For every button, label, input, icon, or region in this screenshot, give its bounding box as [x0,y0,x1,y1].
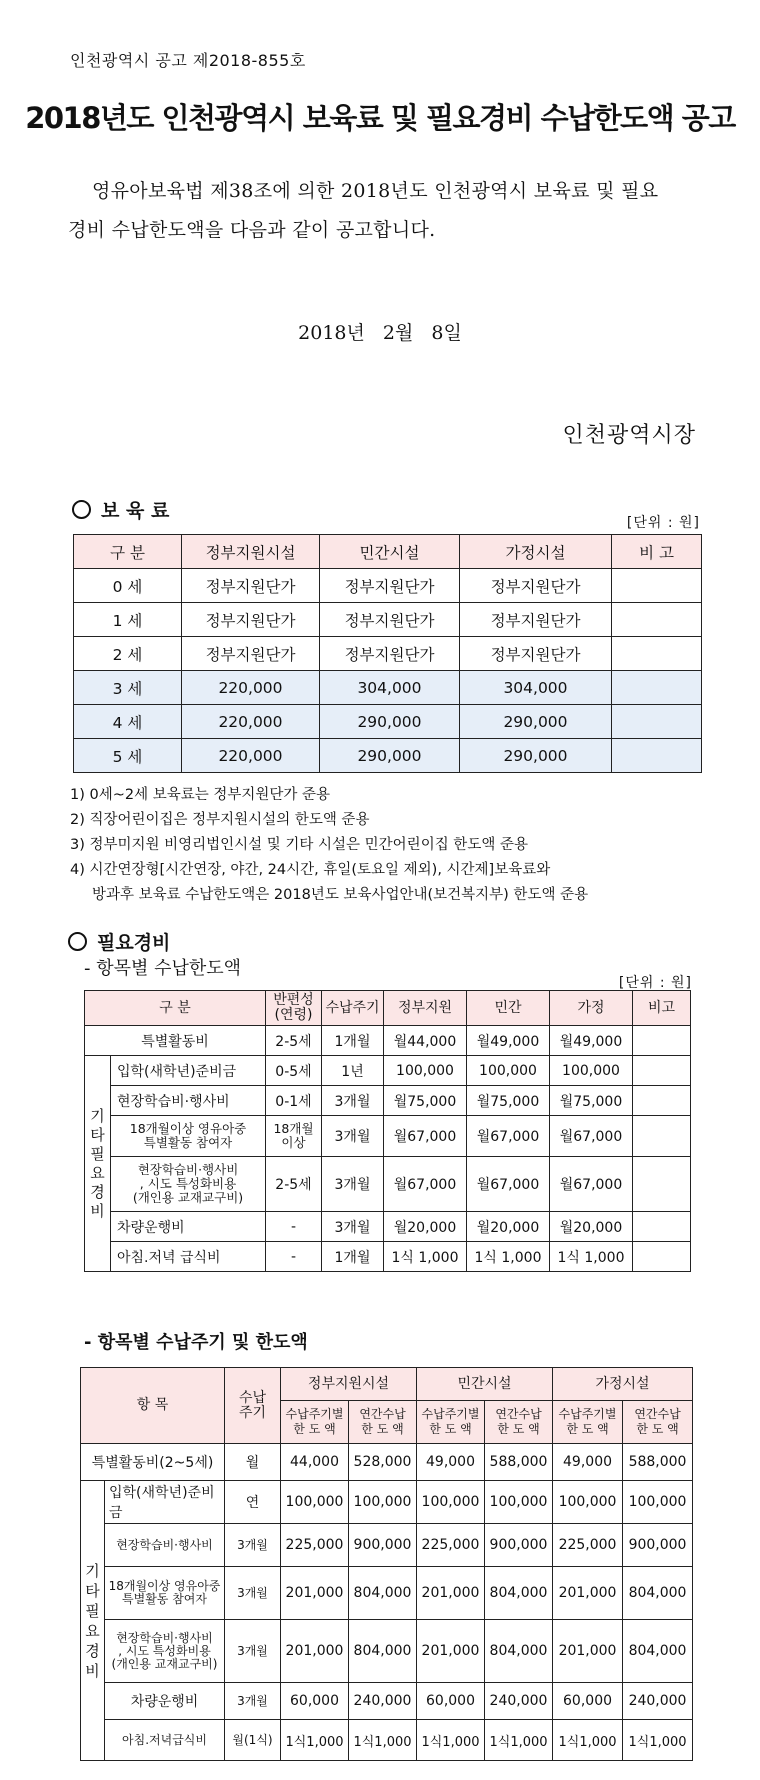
table-cell: 1식1,000 [281,1720,349,1761]
table-cell: 차량운행비 [105,1683,225,1720]
table-cell: 2-5세 [266,1026,322,1056]
table-row [85,1242,691,1272]
group-label: 기 타 필 요 경 비 [85,1056,111,1272]
table-cell: 현장학습비·행사비 , 시도 특성화비용 (개인용 교재교구비) [111,1157,266,1212]
table-cell: 290,000 [460,739,612,773]
notice-number: 인천광역시 공고 제2018-855호 [70,51,306,70]
table-cell: 2 세 [74,637,182,671]
header-cell: 민간시설 [320,535,460,569]
table-row [85,1157,691,1212]
section2-unit: [단위 : 원] [618,975,692,991]
table-cell: 804,000 [349,1620,417,1683]
group-header: 정부지원시설 [281,1368,417,1401]
header-cell: 구 분 [85,991,266,1026]
table-cell: 304,000 [320,671,460,705]
note-item: 3) 정부미지원 비영리법인시설 및 기타 시설은 민간어린이집 한도액 준용 [70,837,528,853]
header-cell: 비고 [633,991,691,1026]
table-cell: 3개월 [225,1524,281,1567]
table-row [85,1116,691,1157]
table-cell: 18개월이상 영유아중 특별활동 참여자 [111,1116,266,1157]
table-cell [612,603,702,637]
table-cell: 차량운행비 [111,1212,266,1242]
group-label: 기 타 필 요 경 비 [81,1481,105,1761]
table-cell: 100,000 [349,1481,417,1524]
table-cell: 월75,000 [384,1086,467,1116]
table-cell: 3개월 [322,1086,384,1116]
table-row [81,1720,693,1761]
table-cell: 2-5세 [266,1157,322,1212]
header-cell: 수납 주기 [225,1368,281,1444]
table-cell: 100,000 [467,1056,550,1086]
table-cell [612,705,702,739]
table-row [74,705,702,739]
sub-header-cell: 연간수납 한 도 액 [349,1401,417,1444]
table-cell: 1개월 [322,1026,384,1056]
table-cell: 월67,000 [467,1116,550,1157]
table-cell: 1개월 [322,1242,384,1272]
note-item: 방과후 보육료 수납한도액은 2018년도 보육사업안내(보건복지부) 한도액 준용 [92,887,589,903]
note-item: 2) 직장어린이집은 정부지원시설의 한도액 준용 [70,812,370,828]
table-cell: 225,000 [281,1524,349,1567]
table-row [74,671,702,705]
table-cell: 220,000 [182,671,320,705]
header-cell: 항 목 [81,1368,225,1444]
table-row [81,1481,693,1524]
required-expense-table [84,990,691,1272]
table-cell: 220,000 [182,705,320,739]
table-cell: 1 세 [74,603,182,637]
table-cell: 아침.저녁 급식비 [111,1242,266,1272]
table-row [81,1444,693,1481]
table-cell: 290,000 [320,739,460,773]
table-cell: 연 [225,1481,281,1524]
sub-header-cell: 연간수납 한 도 액 [623,1401,693,1444]
table-cell: 월67,000 [384,1157,467,1212]
header-cell: 정부지원 [384,991,467,1026]
table-cell: 60,000 [281,1683,349,1720]
table-cell: 1식1,000 [349,1720,417,1761]
sub-header-cell: 수납주기별 한 도 액 [417,1401,485,1444]
intro-paragraph [68,172,708,250]
table-cell: 월67,000 [384,1116,467,1157]
issuer-name: 인천광역시장 [562,423,696,448]
table-row [81,1567,693,1620]
table-cell: 290,000 [320,705,460,739]
table-cell: 정부지원단가 [182,569,320,603]
table-cell [633,1026,691,1056]
table-cell: 0-1세 [266,1086,322,1116]
table-row [85,1212,691,1242]
table-cell: 월20,000 [550,1212,633,1242]
table-cell: 1식1,000 [623,1720,693,1761]
table-cell: 588,000 [485,1444,553,1481]
table-cell: 정부지원단가 [460,603,612,637]
table-cell: 3 세 [74,671,182,705]
table-row [74,603,702,637]
circle-bullet-icon [72,500,91,519]
table-cell: 240,000 [349,1683,417,1720]
table-cell: 정부지원단가 [320,569,460,603]
table-cell: 528,000 [349,1444,417,1481]
table-cell: 49,000 [553,1444,623,1481]
note-item: 4) 시간연장형[시간연장, 야간, 24시간, 휴일(토요일 제외), 시간제]보육료와 [70,862,551,878]
table-cell: 3개월 [225,1567,281,1620]
section2-heading [68,928,170,955]
fee-notes [70,783,588,908]
table-cell: 월(1식) [225,1720,281,1761]
table-cell: 1식1,000 [417,1720,485,1761]
table-cell: 월67,000 [467,1157,550,1212]
table-cell: - [266,1212,322,1242]
table-cell: 18개월이상 영유아중 특별활동 참여자 [105,1567,225,1620]
table-row [74,637,702,671]
table-cell: 정부지원단가 [460,569,612,603]
table-cell: 900,000 [623,1524,693,1567]
table-cell: 225,000 [553,1524,623,1567]
table-cell: 3개월 [225,1620,281,1683]
table-cell: 588,000 [623,1444,693,1481]
table-cell: 특별활동비(2~5세) [81,1444,225,1481]
table-cell: 월49,000 [467,1026,550,1056]
section1-title: 보 육 료 [101,500,170,522]
table-cell: 5 세 [74,739,182,773]
table-cell: 201,000 [417,1620,485,1683]
section1-heading [72,496,169,523]
table-cell: 1식 1,000 [467,1242,550,1272]
table-cell: 18개월 이상 [266,1116,322,1157]
table-row [85,1026,691,1056]
table-cell [612,739,702,773]
table-cell [633,1116,691,1157]
table-cell [633,1242,691,1272]
table-row [85,1086,691,1116]
intro-line-2: 경비 수납한도액을 다음과 같이 공고합니다. [68,219,436,241]
table-cell: 60,000 [417,1683,485,1720]
intro-line-1: 영유아보육법 제38조에 의한 2018년도 인천광역시 보육료 및 필요 [92,180,659,202]
table-cell [633,1157,691,1212]
table-cell: 특별활동비 [85,1026,266,1056]
table-cell: 100,000 [623,1481,693,1524]
group-header: 가정시설 [553,1368,693,1401]
table-cell: 900,000 [485,1524,553,1567]
table-cell [612,637,702,671]
table-cell: 월 [225,1444,281,1481]
table-cell [612,569,702,603]
table-cell: - [266,1242,322,1272]
table-cell: 정부지원단가 [182,637,320,671]
table-cell: 4 세 [74,705,182,739]
table-cell [633,1212,691,1242]
table-cell: 100,000 [281,1481,349,1524]
table-row [74,739,702,773]
table-cell: 100,000 [553,1481,623,1524]
table-cell: 201,000 [553,1620,623,1683]
table-cell: 1식 1,000 [384,1242,467,1272]
table-row [81,1620,693,1683]
table-cell: 100,000 [417,1481,485,1524]
childcare-fee-table [73,534,702,773]
document-title: 2018년도 인천광역시 보육료 및 필요경비 수납한도액 공고 [25,101,735,135]
table-cell: 3개월 [322,1212,384,1242]
table-cell: 290,000 [460,705,612,739]
table-row [81,1524,693,1567]
table-cell: 804,000 [349,1567,417,1620]
cycle-limit-table [80,1367,693,1761]
table-cell: 201,000 [281,1567,349,1620]
table-cell: 1년 [322,1056,384,1086]
table-cell: 240,000 [485,1683,553,1720]
section1-unit: [단위 : 원] [626,515,700,531]
table-cell: 804,000 [623,1620,693,1683]
section3-subtitle: - 항목별 수납주기 및 한도액 [84,1332,308,1353]
table-cell [633,1086,691,1116]
header-cell: 수납주기 [322,991,384,1026]
sub-header-cell: 수납주기별 한 도 액 [281,1401,349,1444]
table-row [81,1683,693,1720]
table-cell: 월67,000 [550,1157,633,1212]
table-header-row [74,535,702,569]
table-cell: 804,000 [623,1567,693,1620]
table-cell: 900,000 [349,1524,417,1567]
table-cell: 아침.저녁급식비 [105,1720,225,1761]
table-cell: 정부지원단가 [460,637,612,671]
table-cell: 220,000 [182,739,320,773]
table-cell: 정부지원단가 [320,637,460,671]
table-cell [612,671,702,705]
table-cell: 월49,000 [550,1026,633,1056]
table-cell: 현장학습비·행사비 [111,1086,266,1116]
group-header: 민간시설 [417,1368,553,1401]
circle-bullet-icon [68,932,87,951]
table-cell: 3개월 [322,1116,384,1157]
table-cell: 입학(새학년)준비금 [111,1056,266,1086]
header-cell: 가정시설 [460,535,612,569]
table-cell: 입학(새학년)준비금 [105,1481,225,1524]
section2-subtitle: - 항목별 수납한도액 [84,958,242,979]
header-cell: 민간 [467,991,550,1026]
header-cell: 구 분 [74,535,182,569]
header-cell: 정부지원시설 [182,535,320,569]
header-cell: 가정 [550,991,633,1026]
table-cell: 1식1,000 [485,1720,553,1761]
table-cell: 정부지원단가 [182,603,320,637]
section2-title: 필요경비 [97,932,171,954]
table-cell [633,1056,691,1086]
table-cell: 3개월 [322,1157,384,1212]
table-cell: 225,000 [417,1524,485,1567]
table-cell: 월20,000 [384,1212,467,1242]
table-cell: 월75,000 [550,1086,633,1116]
table-cell: 304,000 [460,671,612,705]
table-cell: 3개월 [225,1683,281,1720]
table-cell: 월67,000 [550,1116,633,1157]
header-cell: 비 고 [612,535,702,569]
table-cell: 60,000 [553,1683,623,1720]
table-cell: 0 세 [74,569,182,603]
notice-date: 2018년 2월 8일 [298,322,462,344]
sub-header-cell: 수납주기별 한 도 액 [553,1401,623,1444]
table-row [74,569,702,603]
table-cell: 월75,000 [467,1086,550,1116]
table-header-row [81,1368,693,1401]
table-header-row [85,991,691,1026]
table-cell: 201,000 [553,1567,623,1620]
sub-header-cell: 연간수납 한 도 액 [485,1401,553,1444]
table-cell: 201,000 [281,1620,349,1683]
table-cell: 804,000 [485,1567,553,1620]
table-row [85,1056,691,1086]
table-cell: 0-5세 [266,1056,322,1086]
table-cell: 240,000 [623,1683,693,1720]
table-cell: 1식 1,000 [550,1242,633,1272]
table-cell: 49,000 [417,1444,485,1481]
table-cell: 100,000 [485,1481,553,1524]
table-cell: 정부지원단가 [320,603,460,637]
table-cell: 804,000 [485,1620,553,1683]
table-cell: 1식1,000 [553,1720,623,1761]
table-cell: 현장학습비·행사비 [105,1524,225,1567]
table-cell: 44,000 [281,1444,349,1481]
table-cell: 월44,000 [384,1026,467,1056]
table-cell: 100,000 [550,1056,633,1086]
table-cell: 100,000 [384,1056,467,1086]
table-cell: 201,000 [417,1567,485,1620]
table-cell: 현장학습비·행사비 , 시도 특성화비용 (개인용 교재교구비) [105,1620,225,1683]
header-cell: 반편성 (연령) [266,991,322,1026]
table-cell: 월20,000 [467,1212,550,1242]
note-item: 1) 0세~2세 보육료는 정부지원단가 준용 [70,787,331,803]
